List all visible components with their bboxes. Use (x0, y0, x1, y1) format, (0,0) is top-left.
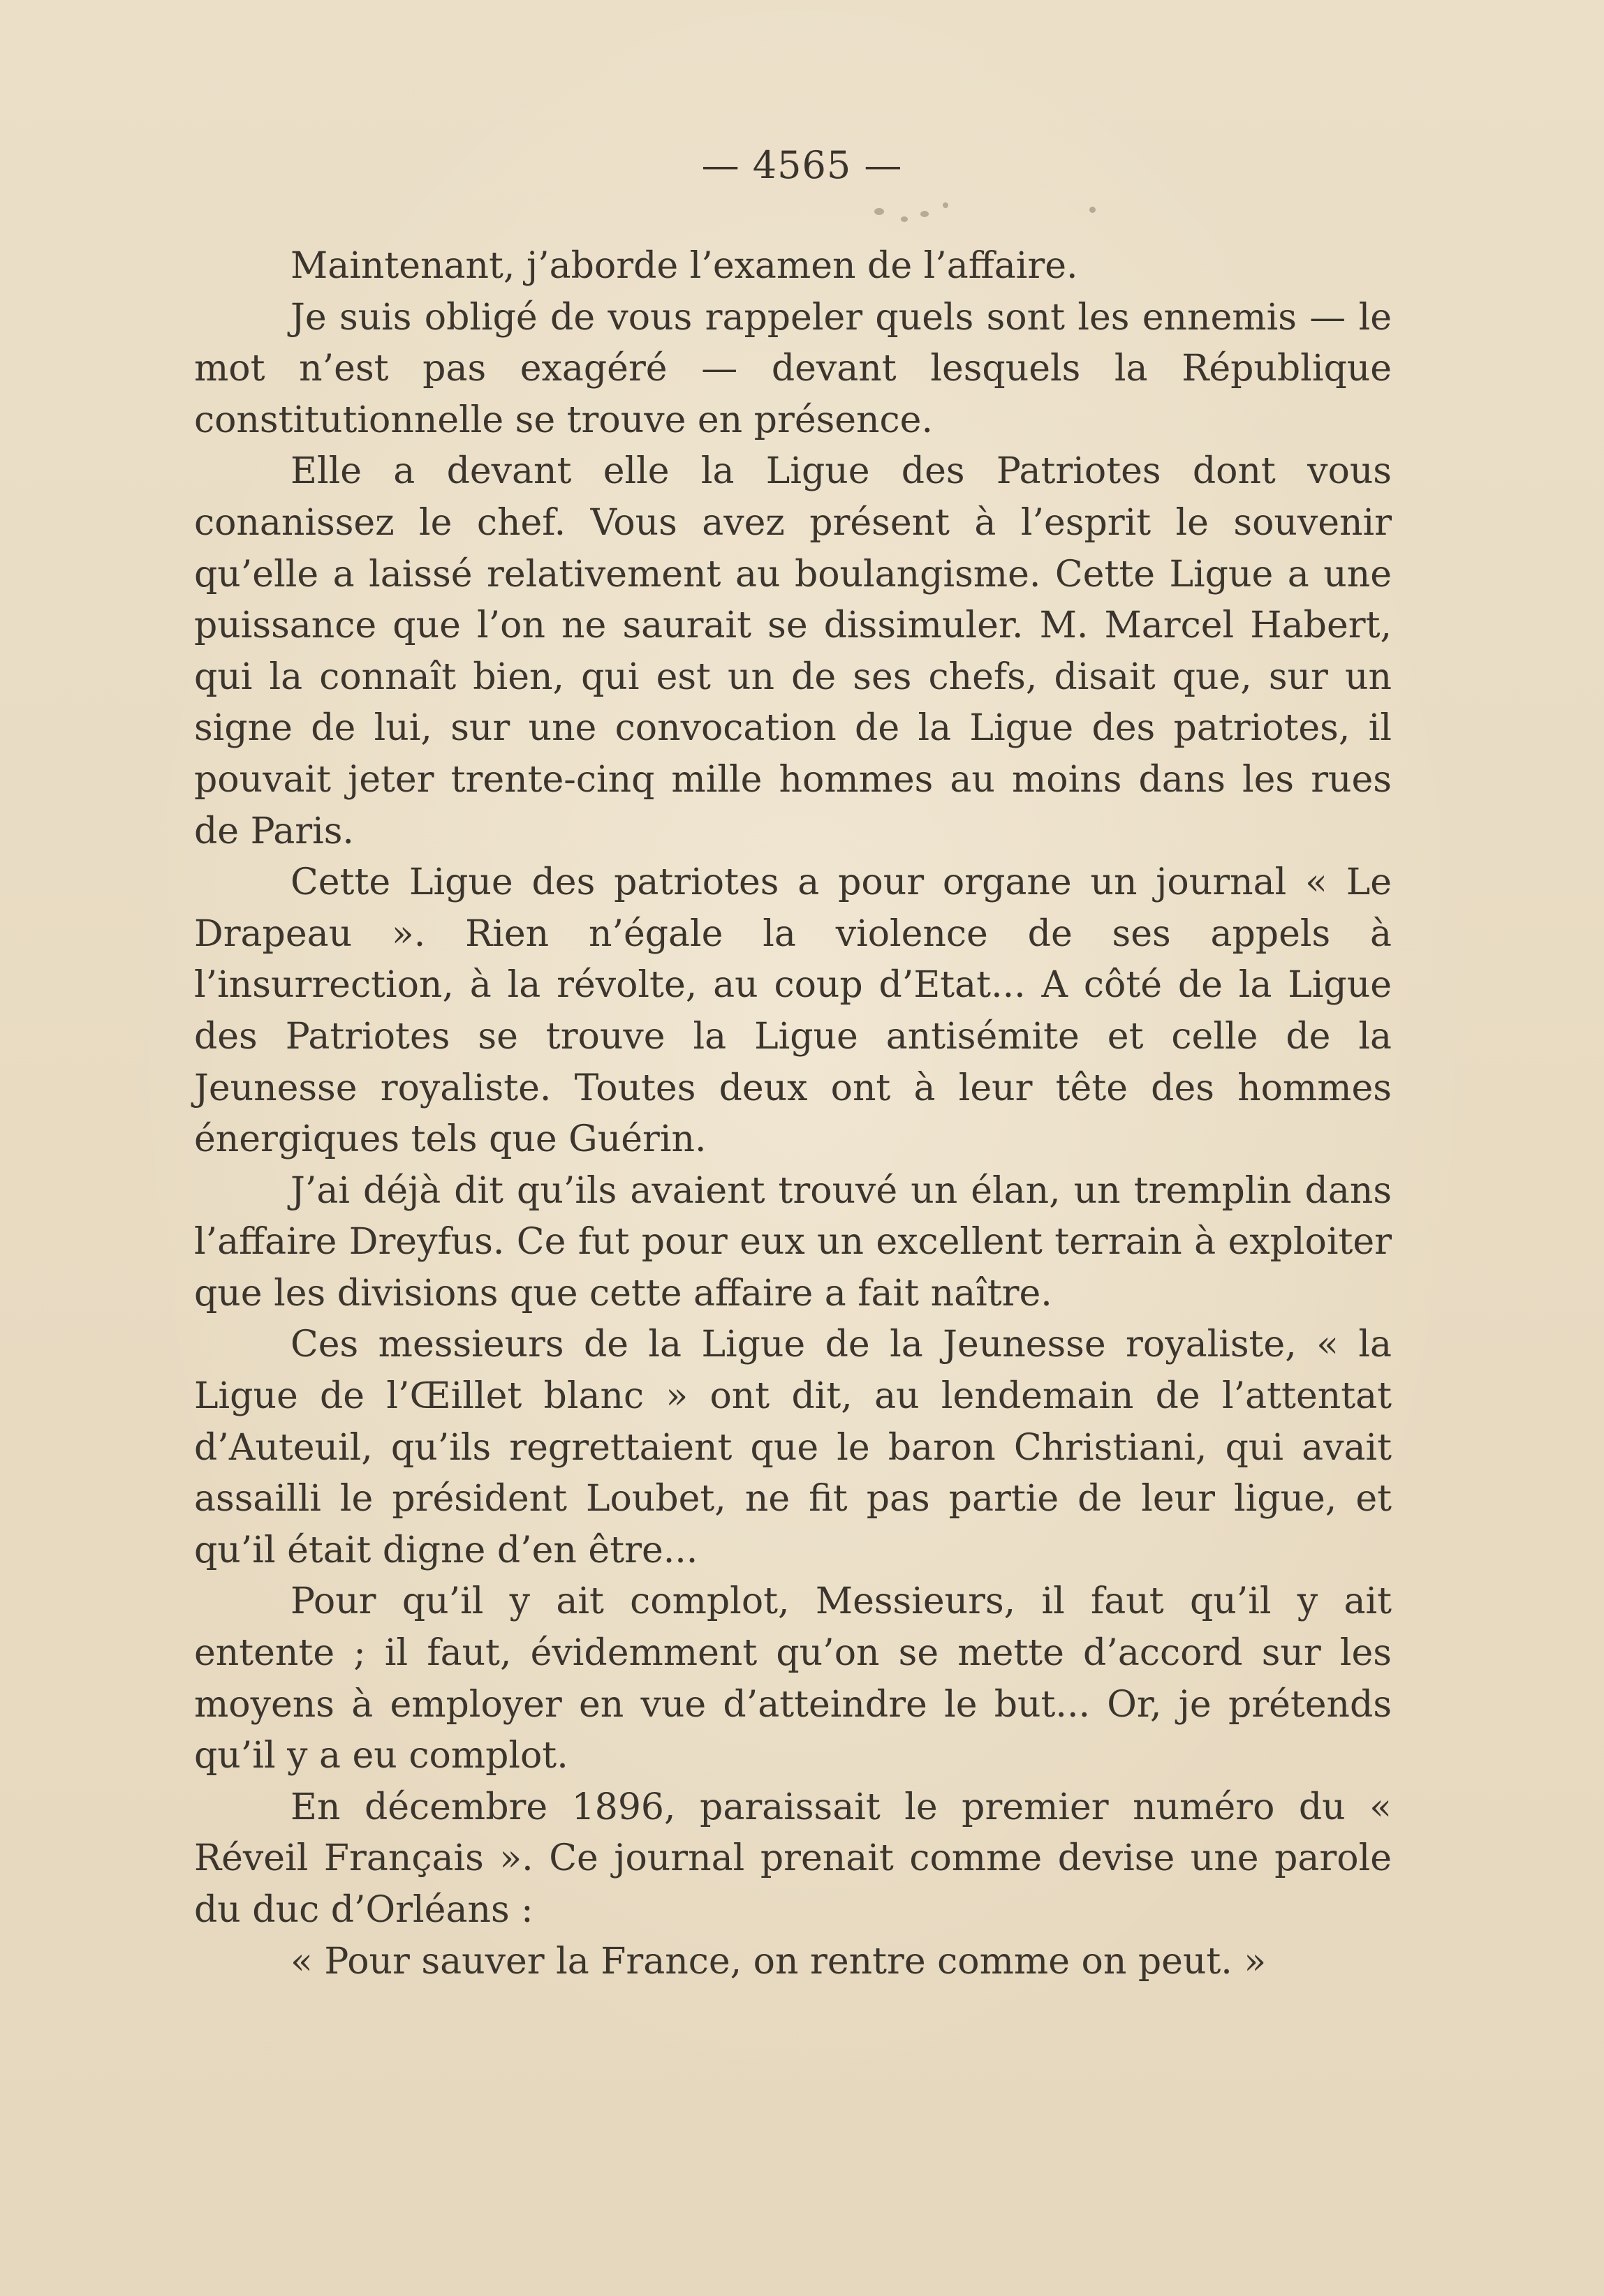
ink-speck (943, 202, 948, 208)
ink-speck (874, 208, 884, 215)
paragraph: Cette Ligue des patriotes a pour organe un journal « Le Drapeau ». Rien n’égale la violence de ses appels à l’insurrection, à la révolte, au coup d’Etat... A côté de la Ligue des Patriotes se trouve la Ligue antisémite et celle de la Jeunesse royaliste. Toutes deux ont à leur tête des hommes énergiques tels que Guérin. (194, 861, 1392, 1161)
paragraph: Elle a devant elle la Ligue des Patriotes dont vous conanissez le chef. Vous avez présent à l’esprit le souvenir qu’elle a laissé relativement au boulangisme. Cette Ligue a une puissance que l’on ne saurait se dissimuler. M. Marcel Habert, qui la connaît bien, qui est un de ses chefs, disait que, sur un signe de lui, sur une convocation de la Ligue des patriotes, il pouvait jeter trente-cinq mille hommes au moins dans les rues de Paris. (194, 450, 1392, 852)
paragraph: Pour qu’il y ait complot, Messieurs, il faut qu’il y ait entente ; il faut, évidemment qu’on se mette d’accord sur les moyens à employer en vue d’atteindre le but... Or, je prétends qu’il y a eu complot. (194, 1580, 1392, 1777)
paragraph: Ces messieurs de la Ligue de la Jeunesse royaliste, « la Ligue de l’Œillet blanc » ont dit, au lendemain de l’attentat d’Auteuil, qu’ils regrettaient que le baron Christiani, qui avait assailli le président Loubet, ne fit pas partie de leur ligue, et qu’il était digne d’en être... (194, 1324, 1392, 1571)
ink-speck (1089, 207, 1096, 213)
paragraph: Maintenant, j’aborde l’examen de l’affaire. (290, 245, 1078, 287)
paragraph: J’ai déjà dit qu’ils avaient trouvé un élan, un tremplin dans l’affaire Dreyfus. Ce fut pour eux un excellent terrain à exploiter que les divisions que cette affaire a fait naître. (194, 1169, 1392, 1314)
ink-speck (901, 216, 908, 222)
body-text (194, 241, 1392, 1987)
paragraph: « Pour sauver la France, on rentre comme on peut. » (290, 1940, 1267, 1983)
ink-speck (920, 211, 929, 217)
paragraph: En décembre 1896, paraissait le premier numéro du « Réveil Français ». Ce journal prenait comme devise une parole du duc d’Orléans : (194, 1786, 1392, 1931)
paragraph: Je suis obligé de vous rappeler quels sont les ennemis — le mot n’est pas exagéré — devant lesquels la République constitutionnelle se trouve en présence. (194, 296, 1392, 441)
page-number: — 4565 — (701, 143, 903, 187)
